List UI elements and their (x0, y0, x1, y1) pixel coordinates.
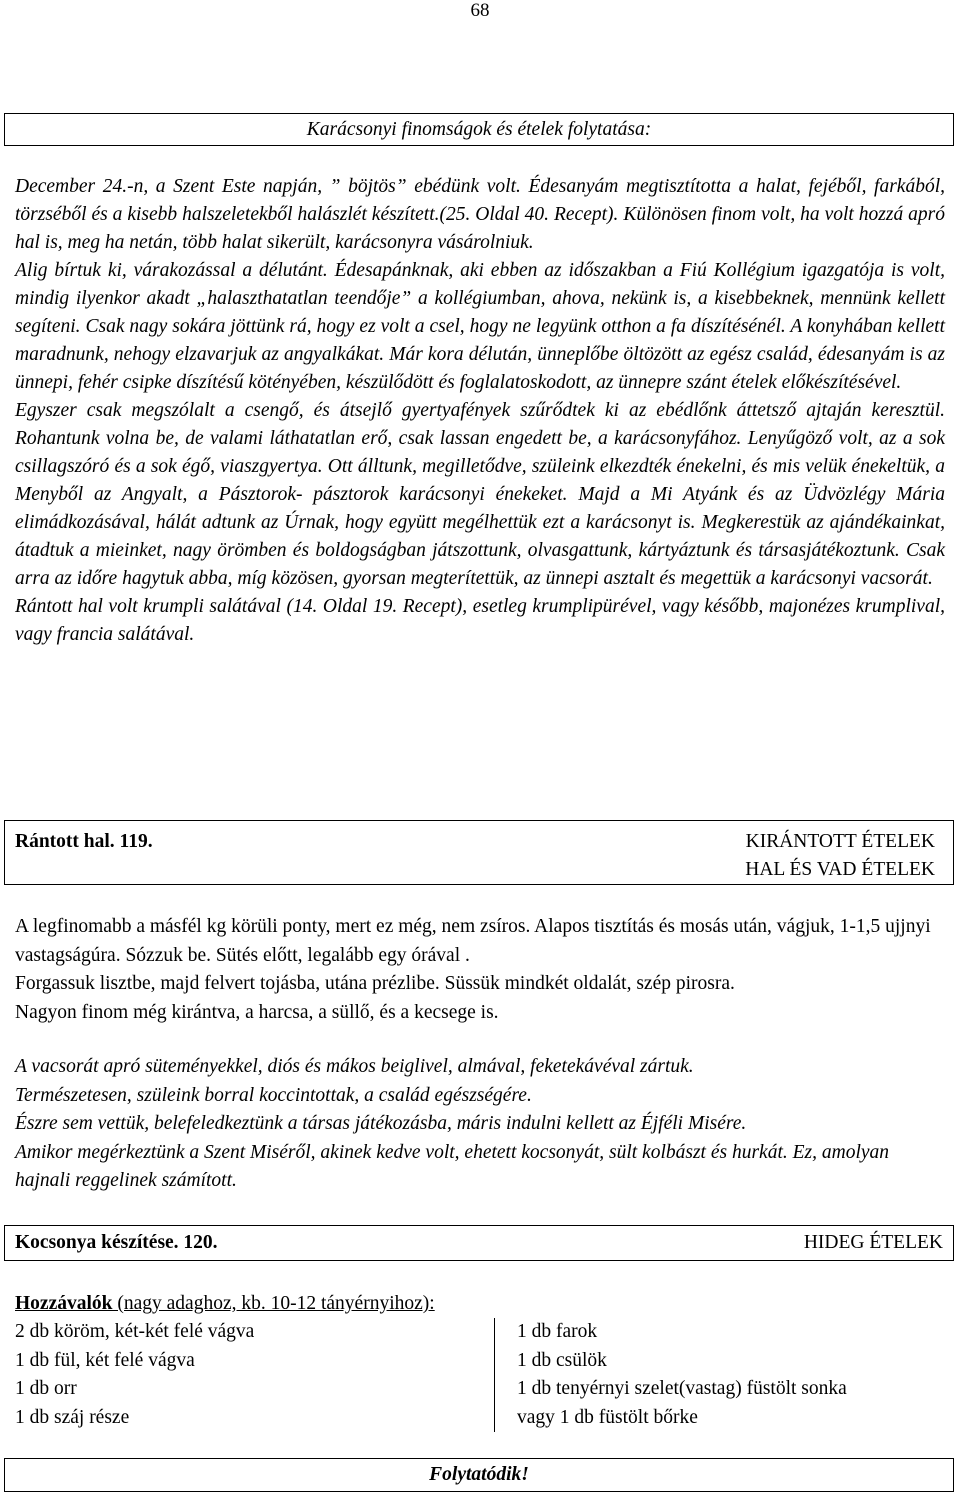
ingredient-right: 1 db tenyérnyi szelet(vastag) füstölt sonka (517, 1378, 847, 1399)
recipe-category (745, 828, 935, 884)
narrative-paragraph: Rántott hal volt krumpli salátával (14. Oldal 19. Recept), esetleg krumplipürével, vagy később, majonézes krumplival, vagy francia salátával. (15, 596, 945, 645)
recipe-header-box (4, 1225, 954, 1261)
ingredient-right: 1 db csülök (517, 1349, 607, 1371)
narrative-text (15, 173, 945, 649)
ingredients-label: Hozzávalók (15, 1293, 113, 1314)
continue-label: Folytatódik! (429, 1464, 529, 1485)
dinner-line: Amikor megérkeztünk a Szent Miséről, akinek kedve volt, ehetett kocsonyát, sült kolbászt és hurkát. Ez, amolyan hajnali reggelinek számított. (15, 1141, 890, 1191)
ingredient-left: 1 db orr (15, 1378, 77, 1399)
instruction-line: Forgassuk lisztbe, majd felvert tojásba, utána prézlibe. Süssük mindkét oldalát, szép pirosra. (15, 973, 735, 994)
ingredient-left: 1 db száj része (15, 1406, 130, 1428)
section-title: Karácsonyi finomságok és ételek folytatása: (306, 119, 652, 140)
ingredient-row (15, 1375, 945, 1404)
page-number: 68 (470, 0, 490, 21)
recipe-header-box (4, 820, 954, 885)
instruction-line: A legfinomabb a másfél kg körüli ponty, mert ez még, nem zsíros. Alapos tisztítás és mosás után, vágjuk, 1-1,5 ujjnyi vastagságúra. Sózzuk be. Sütés előtt, legalább egy órával . (15, 916, 931, 966)
narrative-paragraph: December 24.-n, a Szent Este napján, ” böjtös” ebédünk volt. Édesanyám megtisztította a halat, fejéből, farkából, törzséből és a kisebb halszeletekből halászlét készített.(25. Oldal 40. Recept). Különösen finom volt, ha volt hozzá apró hal is, meg ha netán, több halat sikerült, karácsonyra vásárolniuk. (15, 176, 945, 253)
recipe-instructions (15, 913, 945, 1027)
recipe-category-line: HAL ÉS VAD ÉTELEK (745, 859, 935, 880)
dinner-line: Észre sem vettük, belefeledkeztünk a társas játékozásba, máris indulni kellett az Éjféli Misére. (15, 1113, 747, 1134)
ingredients-note: (nagy adaghoz, kb. 10-12 tányérnyihoz): (112, 1293, 435, 1314)
ingredients-heading (15, 1290, 435, 1318)
dinner-line: A vacsorát apró süteményekkel, diós és mákos beiglivel, almával, feketekávéval zártuk. (15, 1056, 694, 1077)
recipe-category-line: KIRÁNTOTT ÉTELEK (745, 831, 935, 852)
dinner-line: Természetesen, szüleink borral koccintottak, a család egészségére. (15, 1084, 532, 1106)
section-title-box (4, 113, 954, 146)
recipe-title: Kocsonya készítése. 120. (15, 1232, 218, 1253)
dinner-text (15, 1053, 945, 1196)
ingredient-row (15, 1404, 945, 1433)
ingredient-row (15, 1347, 945, 1376)
narrative-paragraph: Egyszer csak megszólalt a csengő, és átsejlő gyertyafények szűrődtek ki az ebédlőnk áttetsző ajtaján keresztül. Rohantunk volna be, de valami láthatatlan erő, csak lassan engedett be, a karácsonyfához. Lenyűgöző volt, az a sok csillagszóró és a sok égő, viaszgyertya. Ott álltunk, megilletődve, szüleink elkezdték énekelni, és mis velük énekeltük, a Menyből az Angyalt, a Pásztorok- pásztorok karácsonyi énekeket. Majd a Mi Atyánk és az Üdvözlégy Mária elimádkozásával, hálát adtunk az Úrnak, hogy együtt megélhettük ezt a karácsonyt is. Megkerestük az ajándékainkat, átadtuk a mieinket, nagy örömben és boldogságban játszottunk, olvasgattunk, kártyáztunk és társasjátékoztunk. Csak arra az időre hagytuk abba, míg közösen, gyorsan megterítettük, az ünnepi asztalt és megettük a karácsonyi vacsorát. (15, 400, 945, 589)
narrative-paragraph: Alig bírtuk ki, várakozással a délutánt. Édesapánknak, aki ebben az időszakban a Fiú Kollégium igazgatója is volt, mindig ilyenkor akadt „halaszthatatlan teendője” a kollégiumban, ahova, nekünk is, a kisebbeknek, mennünk kellett segíteni. Csak nagy sokára jöttünk rá, hogy ez volt a csel, hogy ne legyünk otthon a fa díszítésénél. A konyhában kellett maradnunk, nehogy elzavarjuk az angyalkákat. Már kora délután, ünneplőbe öltözött az egész család, édesanyám is az ünnepi, fehér csipke díszítésű kötényében, készülődött és foglalatoskodott, az ünnepre szánt ételek előkészítésével. (15, 260, 945, 393)
ingredient-row (15, 1318, 945, 1347)
recipe-category: HIDEG ÉTELEK (803, 1232, 943, 1253)
ingredient-left: 1 db fül, két felé vágva (15, 1349, 195, 1371)
ingredient-right: vagy 1 db füstölt bőrke (517, 1406, 698, 1428)
continue-box (4, 1458, 954, 1492)
ingredient-left: 2 db köröm, két-két felé vágva (15, 1321, 255, 1342)
ingredients-table (15, 1318, 945, 1432)
recipe-title: Rántott hal. 119. (15, 831, 153, 852)
ingredient-right: 1 db farok (517, 1321, 598, 1342)
instruction-line: Nagyon finom még kirántva, a harcsa, a süllő, és a kecsege is. (15, 1001, 499, 1023)
